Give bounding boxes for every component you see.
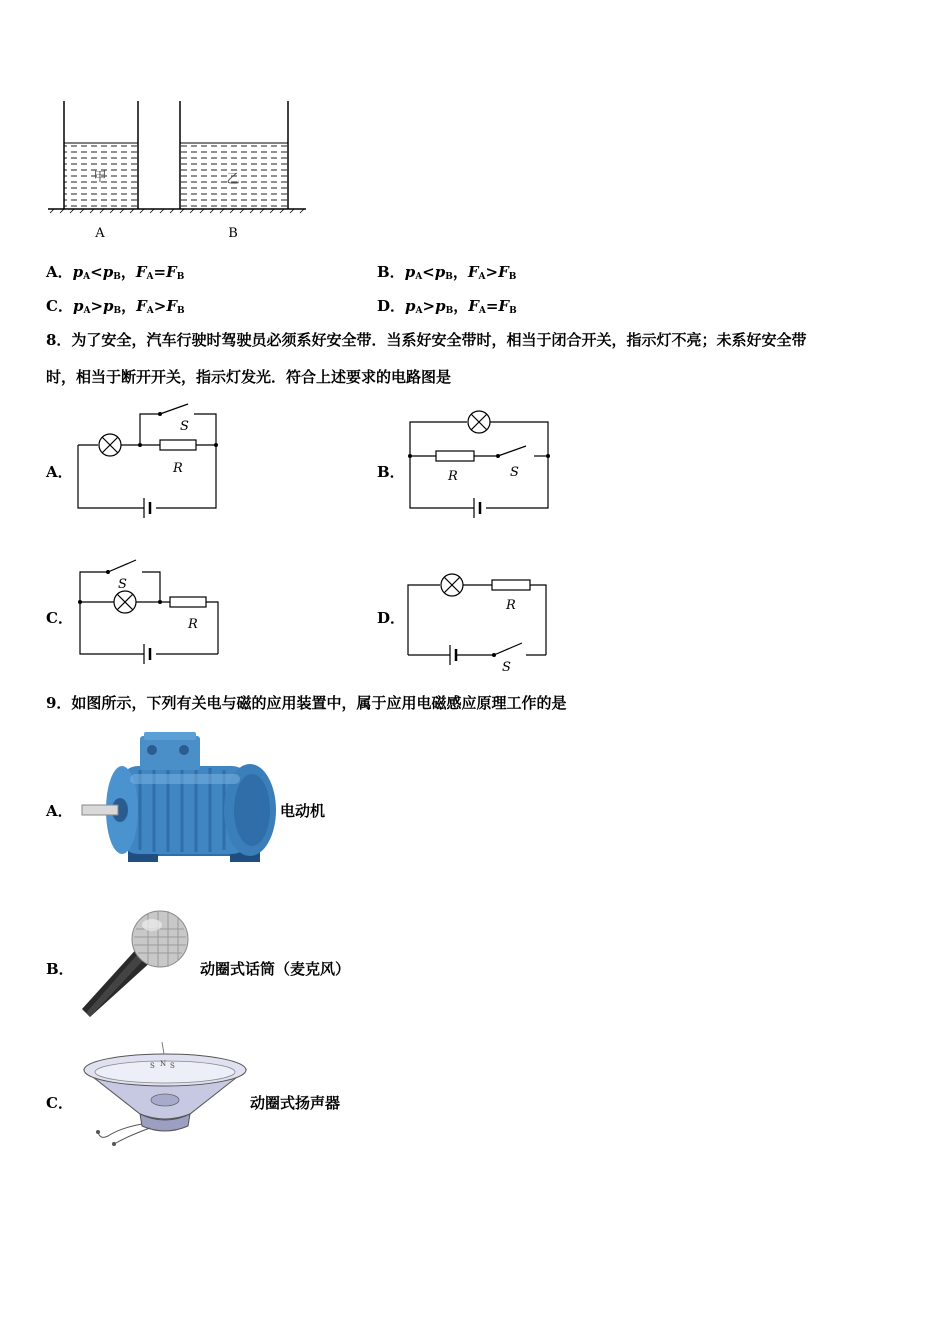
- svg-text:N: N: [160, 1060, 167, 1068]
- q8-circuit-b[interactable]: [400, 400, 560, 525]
- svg-text:S: S: [180, 419, 189, 434]
- q9-option-a-letter[interactable]: A．: [46, 802, 73, 820]
- microphone-image: [78, 905, 198, 1025]
- svg-text:R: R: [506, 598, 516, 613]
- liquid-a-label: 甲: [93, 170, 107, 185]
- q9-option-b-letter[interactable]: B．: [46, 960, 74, 978]
- container-a-label: A: [95, 226, 105, 241]
- q8-circuit-d[interactable]: [398, 565, 558, 680]
- svg-text:R: R: [188, 617, 198, 632]
- resistor-icon: [160, 440, 196, 450]
- resistor-icon: [170, 597, 206, 607]
- q8-option-b-letter[interactable]: B．: [377, 463, 405, 481]
- svg-text:S: S: [502, 660, 511, 675]
- resistor-icon: [436, 451, 474, 461]
- q8-circuit-c[interactable]: [70, 552, 230, 672]
- switch-icon: [160, 404, 188, 414]
- q7-container-figure: [40, 95, 320, 245]
- q8-option-d-letter[interactable]: D．: [377, 609, 406, 627]
- q9-option-a-caption: 电动机: [280, 802, 326, 820]
- q9-option-c-caption: 动圈式扬声器: [250, 1094, 341, 1112]
- q8-option-c-letter[interactable]: C．: [46, 609, 73, 627]
- switch-icon: [108, 560, 136, 572]
- q8-circuit-a[interactable]: [70, 400, 230, 525]
- container-b-label: B: [228, 226, 238, 241]
- switch-icon: [494, 643, 522, 655]
- svg-text:R: R: [173, 461, 183, 476]
- q8-stem-line2: 时，相当于断开开关，指示灯发光．符合上述要求的电路图是: [46, 368, 452, 386]
- q8-option-a-letter[interactable]: A．: [46, 463, 73, 481]
- q8-stem-line1: 8．为了安全，汽车行驶时驾驶员必须系好安全带．当系好安全带时，相当于闭合开关，指示灯不亮；未系好安全带: [46, 331, 807, 349]
- q7-option-c[interactable]: C．$p_A>p_B$，$F_A>F_B$: [46, 297, 185, 316]
- svg-text:S: S: [510, 465, 519, 480]
- switch-icon: [498, 446, 526, 456]
- resistor-icon: [492, 580, 530, 590]
- svg-text:S: S: [170, 1062, 175, 1070]
- svg-text:S: S: [150, 1062, 155, 1070]
- q7-option-d[interactable]: D．$p_A>p_B$，$F_A=F_B$: [377, 297, 517, 316]
- q7-option-a[interactable]: A．$p_A<p_B$，$F_A=F_B$: [46, 263, 185, 282]
- q9-option-c-letter[interactable]: C．: [46, 1094, 73, 1112]
- svg-text:S: S: [118, 577, 127, 592]
- q7-option-b[interactable]: B．$p_A<p_B$，$F_A>F_B$: [377, 263, 517, 282]
- q9-option-b-caption: 动圈式话筒（麦克风）: [200, 960, 351, 978]
- speaker-image: [80, 1040, 250, 1148]
- liquid-b-label: 乙: [226, 172, 240, 187]
- q9-stem: 9．如图所示，下列有关电与磁的应用装置中，属于应用电磁感应原理工作的是: [46, 694, 567, 712]
- svg-text:R: R: [448, 469, 458, 484]
- motor-image: [80, 728, 280, 868]
